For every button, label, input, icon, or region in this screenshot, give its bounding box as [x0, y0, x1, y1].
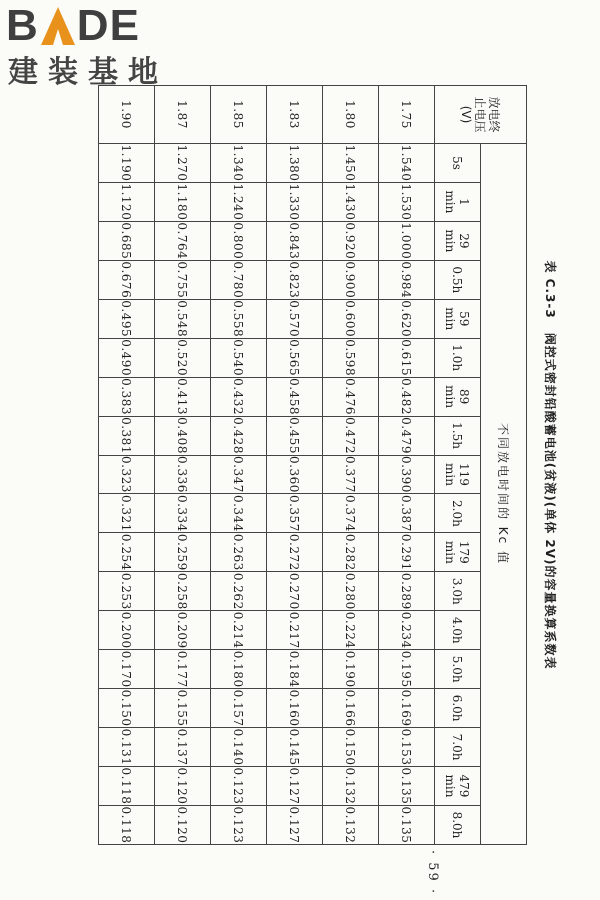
- table-row: [323, 86, 379, 845]
- kc-value-cell: 0.764: [155, 221, 211, 260]
- kc-value-cell: 0.118: [99, 805, 155, 844]
- table-row: [267, 86, 323, 845]
- column-header: [435, 455, 481, 494]
- kc-value-cell: 0.166: [323, 689, 379, 728]
- column-header-line: 179: [457, 540, 472, 564]
- voltage-cell: 1.80: [323, 86, 379, 144]
- column-header: [435, 221, 481, 260]
- kc-value-cell: 0.180: [211, 650, 267, 689]
- capacity-coefficient-table: [98, 85, 527, 845]
- kc-value-cell: 0.620: [379, 299, 435, 338]
- row-header-line: 止电压: [473, 96, 488, 133]
- kc-value-cell: 0.823: [267, 260, 323, 299]
- column-header: [435, 260, 481, 299]
- kc-value-cell: 0.263: [211, 533, 267, 572]
- kc-value-cell: 0.254: [99, 533, 155, 572]
- kc-value-cell: 0.780: [211, 260, 267, 299]
- kc-value-cell: 0.132: [323, 767, 379, 806]
- kc-value-cell: 0.280: [323, 572, 379, 611]
- kc-value-cell: 0.482: [379, 377, 435, 416]
- voltage-cell: 1.75: [379, 86, 435, 144]
- kc-value-cell: 0.387: [379, 494, 435, 533]
- column-header-line: 7.0h: [450, 733, 465, 761]
- column-header-line: 59: [457, 311, 472, 327]
- kc-value-cell: 0.755: [155, 260, 211, 299]
- kc-value-cell: 0.214: [211, 611, 267, 650]
- kc-value-cell: 0.540: [211, 338, 267, 377]
- column-header-line: 1: [457, 198, 472, 206]
- column-header: [435, 299, 481, 338]
- kc-value-cell: 1.340: [211, 144, 267, 183]
- column-header: [435, 767, 481, 806]
- kc-value-cell: 0.428: [211, 416, 267, 455]
- column-header-line: min: [443, 307, 458, 331]
- kc-value-cell: 0.377: [323, 455, 379, 494]
- kc-value-cell: 0.131: [99, 728, 155, 767]
- kc-value-cell: 0.676: [99, 260, 155, 299]
- kc-value-cell: 1.530: [379, 182, 435, 221]
- column-header: [435, 650, 481, 689]
- kc-value-cell: 0.495: [99, 299, 155, 338]
- kc-value-cell: 0.472: [323, 416, 379, 455]
- kc-value-cell: 0.177: [155, 650, 211, 689]
- voltage-cell: 1.90: [99, 86, 155, 144]
- kc-value-cell: 0.270: [267, 572, 323, 611]
- kc-value-cell: 0.123: [211, 805, 267, 844]
- brand-letter-e: E: [109, 1, 140, 50]
- column-header: [435, 533, 481, 572]
- kc-value-cell: 0.920: [323, 221, 379, 260]
- group-header: 不同放电时间的 Kc 值: [481, 144, 527, 845]
- kc-value-cell: 0.490: [99, 338, 155, 377]
- column-header-row: [435, 86, 481, 845]
- kc-value-cell: 1.330: [267, 182, 323, 221]
- watermark-brand: [6, 1, 140, 50]
- column-header-line: 5s: [450, 156, 465, 170]
- kc-value-cell: 0.383: [99, 377, 155, 416]
- kc-value-cell: 1.240: [211, 182, 267, 221]
- kc-value-cell: 0.160: [267, 689, 323, 728]
- kc-value-cell: 0.137: [155, 728, 211, 767]
- table-title: 阀控式密封铅酸蓄电池(贫液)(单体 2V)的容量换算系数表: [543, 332, 557, 670]
- kc-value-cell: 0.900: [323, 260, 379, 299]
- column-header-line: 29: [457, 233, 472, 249]
- column-header-line: 6.0h: [450, 694, 465, 722]
- kc-value-cell: 0.685: [99, 221, 155, 260]
- column-header-line: 89: [457, 388, 472, 405]
- kc-value-cell: 0.336: [155, 455, 211, 494]
- kc-value-cell: 0.381: [99, 416, 155, 455]
- kc-value-cell: 0.323: [99, 455, 155, 494]
- column-header: [435, 572, 481, 611]
- column-header-line: min: [443, 385, 458, 409]
- column-header-line: 479: [457, 774, 472, 798]
- column-header: [435, 182, 481, 221]
- kc-value-cell: 0.234: [379, 611, 435, 650]
- voltage-cell: 1.87: [155, 86, 211, 144]
- kc-value-cell: 0.157: [211, 689, 267, 728]
- kc-value-cell: 0.291: [379, 533, 435, 572]
- kc-value-cell: 0.224: [323, 611, 379, 650]
- column-header-line: 119: [457, 463, 472, 486]
- table-number: 表 C.3-3: [543, 260, 557, 319]
- column-header: [435, 338, 481, 377]
- column-header-line: min: [443, 774, 458, 798]
- kc-value-cell: 0.190: [323, 650, 379, 689]
- kc-value-cell: 0.200: [99, 611, 155, 650]
- column-header: [435, 611, 481, 650]
- kc-value-cell: 0.800: [211, 221, 267, 260]
- kc-value-cell: 0.390: [379, 455, 435, 494]
- kc-value-cell: 0.153: [379, 728, 435, 767]
- kc-value-cell: 0.195: [379, 650, 435, 689]
- kc-value-cell: 0.432: [211, 377, 267, 416]
- kc-value-cell: 0.479: [379, 416, 435, 455]
- kc-value-cell: 1.190: [99, 144, 155, 183]
- kc-value-cell: 0.118: [99, 767, 155, 806]
- brand-letter-a-triangle-icon: [41, 7, 75, 45]
- kc-value-cell: 1.540: [379, 144, 435, 183]
- kc-value-cell: 0.598: [323, 338, 379, 377]
- kc-value-cell: 1.450: [323, 144, 379, 183]
- kc-value-cell: 0.570: [267, 299, 323, 338]
- table-header-row: [481, 86, 527, 845]
- row-header-cell: [435, 86, 527, 144]
- kc-value-cell: 0.334: [155, 494, 211, 533]
- table-row: [155, 86, 211, 845]
- kc-value-cell: 0.344: [211, 494, 267, 533]
- kc-value-cell: 0.413: [155, 377, 211, 416]
- watermark-logo: [6, 1, 186, 92]
- kc-value-cell: 0.600: [323, 299, 379, 338]
- kc-value-cell: 0.127: [267, 767, 323, 806]
- column-header-line: 0.5h: [450, 266, 465, 294]
- kc-value-cell: 0.843: [267, 221, 323, 260]
- kc-value-cell: 0.132: [323, 805, 379, 844]
- table-row: [99, 86, 155, 845]
- kc-value-cell: 0.476: [323, 377, 379, 416]
- column-header: [435, 416, 481, 455]
- column-header-line: min: [443, 190, 458, 214]
- kc-value-cell: 0.548: [155, 299, 211, 338]
- kc-value-cell: 0.150: [323, 728, 379, 767]
- kc-value-cell: 0.615: [379, 338, 435, 377]
- kc-value-cell: 0.169: [379, 689, 435, 728]
- column-header: [435, 144, 481, 183]
- watermark-subtitle: 建装基地: [8, 55, 168, 90]
- column-header-line: 1.0h: [450, 344, 465, 372]
- column-header-line: 2.0h: [450, 500, 465, 527]
- brand-letter-b: B: [6, 1, 39, 50]
- row-header-line: (V): [459, 105, 474, 124]
- kc-value-cell: 0.408: [155, 416, 211, 455]
- row-header-line: 放电终: [487, 96, 502, 133]
- column-header-line: 8.0h: [450, 811, 465, 839]
- kc-value-cell: 0.520: [155, 338, 211, 377]
- column-header-line: 4.0h: [450, 616, 465, 644]
- column-header: [435, 494, 481, 533]
- kc-value-cell: 0.120: [155, 767, 211, 806]
- rotated-page: [95, 85, 565, 845]
- kc-value-cell: 0.258: [155, 572, 211, 611]
- page-number: · 59 ·: [425, 850, 440, 896]
- column-header-line: 1.5h: [450, 422, 465, 449]
- kc-value-cell: 0.259: [155, 533, 211, 572]
- kc-value-cell: 0.184: [267, 650, 323, 689]
- kc-value-cell: 0.145: [267, 728, 323, 767]
- table-row: [379, 86, 435, 845]
- table-caption: [542, 85, 559, 845]
- column-header: [435, 689, 481, 728]
- column-header: [435, 805, 481, 844]
- column-header: [435, 728, 481, 767]
- kc-value-cell: 0.984: [379, 260, 435, 299]
- kc-value-cell: 0.558: [211, 299, 267, 338]
- kc-value-cell: 0.458: [267, 377, 323, 416]
- kc-value-cell: 0.123: [211, 767, 267, 806]
- column-header: [435, 377, 481, 416]
- column-header-line: min: [443, 462, 458, 486]
- column-header-line: 3.0h: [450, 577, 465, 605]
- kc-value-cell: 0.374: [323, 494, 379, 533]
- kc-value-cell: 1.180: [155, 182, 211, 221]
- kc-value-cell: 0.253: [99, 572, 155, 611]
- kc-value-cell: 0.127: [267, 805, 323, 844]
- kc-value-cell: 0.155: [155, 689, 211, 728]
- column-header-line: min: [443, 229, 458, 253]
- kc-value-cell: 0.272: [267, 533, 323, 572]
- kc-value-cell: 0.135: [379, 767, 435, 806]
- kc-value-cell: 1.000: [379, 221, 435, 260]
- kc-value-cell: 0.289: [379, 572, 435, 611]
- kc-value-cell: 0.170: [99, 650, 155, 689]
- kc-value-cell: 1.120: [99, 182, 155, 221]
- column-header-line: 5.0h: [450, 655, 465, 683]
- kc-value-cell: 0.565: [267, 338, 323, 377]
- kc-value-cell: 0.120: [155, 805, 211, 844]
- kc-value-cell: 0.321: [99, 494, 155, 533]
- kc-value-cell: 0.217: [267, 611, 323, 650]
- kc-value-cell: 0.140: [211, 728, 267, 767]
- kc-value-cell: 0.209: [155, 611, 211, 650]
- kc-value-cell: 0.135: [379, 805, 435, 844]
- kc-value-cell: 0.360: [267, 455, 323, 494]
- voltage-cell: 1.85: [211, 86, 267, 144]
- kc-value-cell: 1.430: [323, 182, 379, 221]
- kc-value-cell: 0.282: [323, 533, 379, 572]
- table-row: [211, 86, 267, 845]
- kc-value-cell: 1.270: [155, 144, 211, 183]
- column-header-line: min: [443, 540, 458, 564]
- kc-value-cell: 0.347: [211, 455, 267, 494]
- kc-value-cell: 0.455: [267, 416, 323, 455]
- kc-value-cell: 0.357: [267, 494, 323, 533]
- voltage-cell: 1.83: [267, 86, 323, 144]
- kc-value-cell: 0.262: [211, 572, 267, 611]
- kc-value-cell: 0.150: [99, 689, 155, 728]
- brand-letter-d: D: [76, 1, 110, 50]
- kc-value-cell: 1.380: [267, 144, 323, 183]
